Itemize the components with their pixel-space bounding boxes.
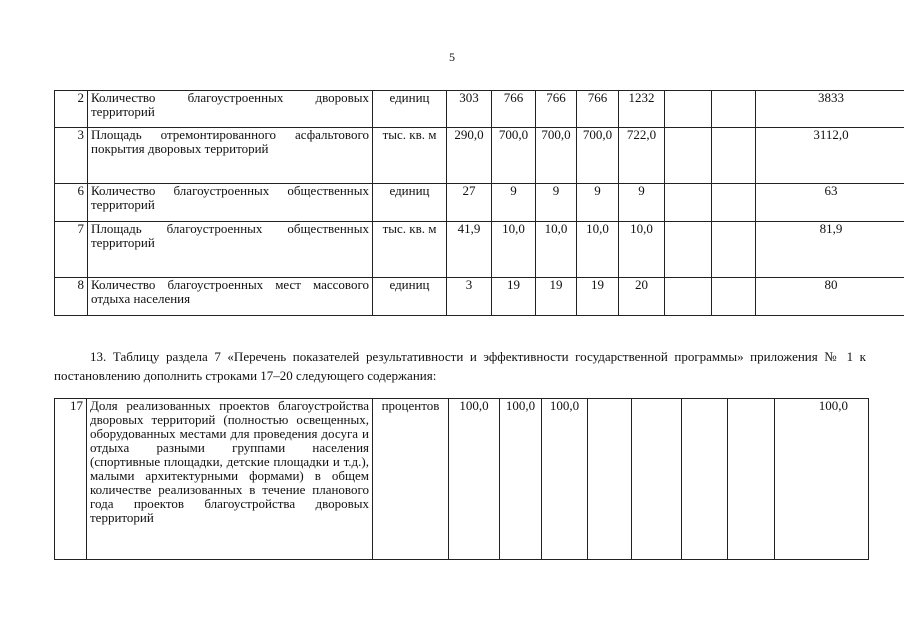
unit-of-measure: тыс. кв. м <box>373 128 447 184</box>
row-number: 8 <box>55 278 88 316</box>
table-row <box>55 222 904 278</box>
year-value: 19 <box>492 278 536 316</box>
year-value: 290,0 <box>447 128 492 184</box>
indicator-name: Площадь отремонтированного асфальтового покрытия дворовых территорий <box>88 128 373 184</box>
indicator-table-top <box>54 90 904 316</box>
row-number: 3 <box>55 128 88 184</box>
year-value: 9 <box>619 184 665 222</box>
unit-of-measure: единиц <box>373 278 447 316</box>
indicator-name: Площадь благоустроенных общественных территорий <box>88 222 373 278</box>
year-value: 766 <box>536 91 577 128</box>
total-value: 80 <box>756 278 904 316</box>
year-value: 10,0 <box>577 222 619 278</box>
indicator-name: Количество благоустроенных мест массового отдыха населения <box>88 278 373 316</box>
indicator-name: Доля реализованных проектов благоустройства дворовых территорий (полностью освещенных, оборудованных местами для проведения досуга и отдыха разными группами населения (спортивные площадки, детские площадки и т.д.), малыми архитектурными формами) в общем количестве реализованных в течение планового года проектов благоустройства дворовых территорий <box>87 399 373 560</box>
amendment-paragraph: 13. Таблицу раздела 7 «Перечень показателей результативности и эффективности государственной программы» приложения № 1 к постановлению дополнить строками 17–20 следующего содержания: <box>54 349 866 383</box>
unit-of-measure: процентов <box>373 399 449 560</box>
table-row <box>55 91 904 128</box>
year-value <box>712 278 756 316</box>
year-value: 1232 <box>619 91 665 128</box>
year-value <box>712 184 756 222</box>
year-value <box>665 128 712 184</box>
indicator-name: Количество благоустроенных общественных территорий <box>88 184 373 222</box>
table-row <box>55 184 904 222</box>
year-value <box>632 399 682 560</box>
year-value <box>665 222 712 278</box>
year-value <box>712 222 756 278</box>
year-value <box>728 399 775 560</box>
table-row <box>55 399 869 560</box>
total-value: 81,9 <box>756 222 904 278</box>
year-value: 20 <box>619 278 665 316</box>
year-value: 10,0 <box>619 222 665 278</box>
indicator-name: Количество благоустроенных дворовых территорий <box>88 91 373 128</box>
total-value: 3112,0 <box>756 128 904 184</box>
year-value: 10,0 <box>492 222 536 278</box>
year-value: 700,0 <box>536 128 577 184</box>
row-number: 2 <box>55 91 88 128</box>
row-number: 7 <box>55 222 88 278</box>
unit-of-measure: единиц <box>373 184 447 222</box>
unit-of-measure: тыс. кв. м <box>373 222 447 278</box>
table-row <box>55 278 904 316</box>
year-value: 9 <box>577 184 619 222</box>
year-value <box>712 91 756 128</box>
year-value <box>712 128 756 184</box>
year-value <box>588 399 632 560</box>
year-value <box>682 399 728 560</box>
year-value <box>665 91 712 128</box>
year-value: 700,0 <box>577 128 619 184</box>
row-number: 6 <box>55 184 88 222</box>
year-value <box>665 278 712 316</box>
table-row <box>55 128 904 184</box>
year-value: 303 <box>447 91 492 128</box>
year-value: 766 <box>577 91 619 128</box>
page-number: 5 <box>449 50 455 64</box>
year-value: 19 <box>577 278 619 316</box>
year-value: 100,0 <box>542 399 588 560</box>
indicator-table-bottom <box>54 398 869 560</box>
year-value: 27 <box>447 184 492 222</box>
row-number: 17 <box>55 399 87 560</box>
year-value: 41,9 <box>447 222 492 278</box>
year-value: 9 <box>536 184 577 222</box>
year-value: 19 <box>536 278 577 316</box>
total-value: 63 <box>756 184 904 222</box>
year-value: 100,0 <box>449 399 500 560</box>
total-value: 3833 <box>756 91 904 128</box>
year-value: 3 <box>447 278 492 316</box>
year-value: 766 <box>492 91 536 128</box>
year-value <box>665 184 712 222</box>
year-value: 100,0 <box>500 399 542 560</box>
year-value: 700,0 <box>492 128 536 184</box>
year-value: 9 <box>492 184 536 222</box>
unit-of-measure: единиц <box>373 91 447 128</box>
year-value: 722,0 <box>619 128 665 184</box>
year-value: 10,0 <box>536 222 577 278</box>
total-value: 100,0 <box>775 399 869 560</box>
